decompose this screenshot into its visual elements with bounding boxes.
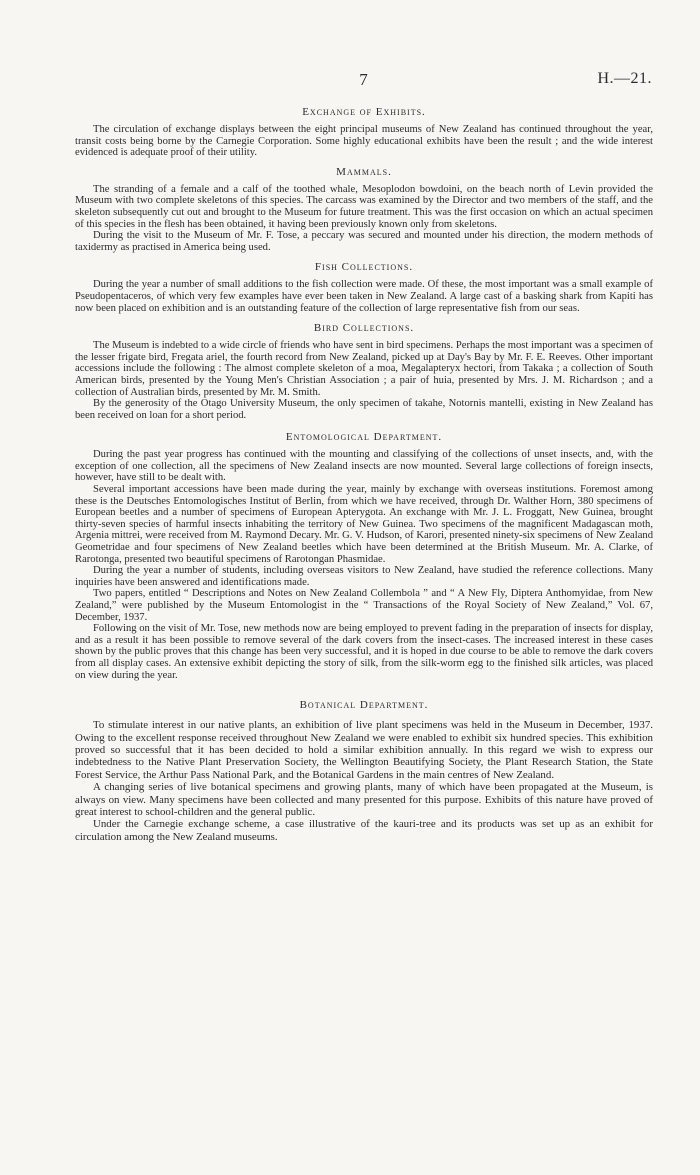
page-number: 7 bbox=[359, 70, 368, 89]
section-mammals bbox=[75, 166, 653, 254]
paragraph: Several important accessions have been made during the year, mainly by exchange with overseas institutions. Foremost among these is the Deutsches Entomologisches Institut of Berlin, from which we have received, through Dr. Walther Horn, 380 specimens of European beetles and a number of specimens of European Apterygota. An exchange with Mr. J. L. Froggatt, New Guinea, brought thirty-seven species of harmful insects inhabiting the territory of New Guinea. Two specimens of the magnificent Madagascan moth, Argenia mittrei, were received from M. Raymond Decary. Mr. G. V. Hudson, of Karori, presented ninety-six specimens of New Zealand Geometridae and four specimens of New Zealand beetles which have been determined at the British Museum. Mr. A. Clarke, of Rarotonga, presented two beautiful specimens of Rarotongan Phasmidae. bbox=[75, 484, 653, 565]
paragraph: The circulation of exchange displays between the eight principal museums of New Zealand has continued throughout the year, transit costs being borne by the Carnegie Corporation. Some highly educational exhibits have been the result ; and the wide interest evidenced is adequate proof of their utility. bbox=[75, 124, 653, 159]
paragraph: A changing series of live botanical specimens and growing plants, many of which have been propagated at the Museum, is always on view. Many specimens have been collected and many presented for this purpose. Exhibits of this nature have proved of great interest to school-children and the general public. bbox=[75, 781, 653, 818]
section-exchange-of-exhibits bbox=[75, 106, 653, 159]
document-reference: H.—21. bbox=[597, 70, 652, 87]
section-heading: Bird Collections. bbox=[313, 322, 415, 335]
section-heading: Exchange of Exhibits. bbox=[302, 106, 426, 118]
page-header bbox=[75, 70, 652, 92]
paragraph: To stimulate interest in our native plants, an exhibition of live plant specimens was held in the Museum in December, 1937. Owing to the excellent response received throughout New Zealand we were enabled to exhibit six hundred species. This exhibition proved so successful that it has been decided to hold a similar exhibition annually. In this regard we wish to express our indebtedness to the Native Plant Preservation Society, the Wellington Beautifying Society, the Plant Research Station, the State Forest Service, the Arthur Pass National Park, and the Botanical Gardens in the main centres of New Zealand. bbox=[75, 719, 653, 781]
paragraph: Two papers, entitled “ Descriptions and Notes on New Zealand Collembola ” and “ A New Fly, Diptera Anthomyidae, from New Zealand,” were published by the Museum Entomologist in the “ Transactions of the Royal Society of New Zealand,” Vol. 67, December, 1937. bbox=[75, 588, 653, 623]
section-heading: Entomological Department. bbox=[285, 431, 443, 444]
section-botanical-department bbox=[75, 699, 653, 843]
section-heading: Botanical Department. bbox=[299, 699, 429, 712]
paragraph: The stranding of a female and a calf of the toothed whale, Mesoplodon bowdoini, on the beach north of Levin provided the Museum with two complete skeletons of this species. The carcass was examined by the Director and two members of the staff, and the skeleton subsequently cut out and brought to the Museum for future treatment. This was the first occasion on which an actual specimen of this species in the flesh has been obtained, it having been previously known only from skeletons. bbox=[75, 183, 653, 230]
paragraph: The Museum is indebted to a wide circle of friends who have sent in bird specimens. Perhaps the most important was a specimen of the lesser frigate bird, Fregata ariel, the fourth record from New Zealand, picked up at Day's Bay by Mr. F. E. Reeves. Other important accessions include the following : The almost complete skeleton of a moa, Megalapteryx hectori, from Takaka ; a collection of South American birds, presented by the Young Men's Christian Association ; a pair of huia, presented by Mrs. J. M. Richardson ; and a collection of Australian birds, presented by Mr. M. Smith. bbox=[75, 340, 653, 398]
paragraph: During the visit to the Museum of Mr. F. Tose, a peccary was secured and mounted under his direction, the modern methods of taxidermy as practised in America being used. bbox=[75, 230, 653, 253]
section-entomological-department bbox=[75, 431, 653, 681]
section-bird-collections bbox=[75, 322, 653, 421]
section-heading: Fish Collections. bbox=[314, 261, 414, 274]
paragraph: Following on the visit of Mr. Tose, new methods now are being employed to prevent fading in the preparation of insects for display, and as a result it has been possible to remove several of the dark covers from the insect-cases. The increased interest in these cases shown by the public proves that this change has been very successful, and it is hoped in due course to be able to remove the dark covers from all display cases. An extensive exhibit depicting the story of silk, from the silk-worm egg to the finished silk articles, was placed on view during the year. bbox=[75, 623, 653, 681]
page-body bbox=[75, 100, 653, 849]
paragraph: By the generosity of the Otago University Museum, the only specimen of takahe, Notornis mantelli, existing in New Zealand has been received on loan for a short period. bbox=[75, 398, 653, 421]
section-fish-collections bbox=[75, 261, 653, 314]
section-heading: Mammals. bbox=[336, 165, 392, 178]
paragraph: During the year a number of small additions to the fish collection were made. Of these, the most important was a small example of Pseudopentaceros, of which very few examples have ever been taken in New Zealand. A large cast of a basking shark from Kapiti has now been placed on exhibition and is an outstanding feature of the collection of large representative fish from our seas. bbox=[75, 279, 653, 314]
paragraph: During the year a number of students, including overseas visitors to New Zealand, have studied the reference collections. Many inquiries have been answered and identifications made. bbox=[75, 565, 653, 588]
paragraph: Under the Carnegie exchange scheme, a case illustrative of the kauri-tree and its products was set up as an exhibit for circulation among the New Zealand museums. bbox=[75, 818, 653, 843]
paragraph: During the past year progress has continued with the mounting and classifying of the collections of unset insects, and, with the exception of one collection, all the specimens of New Zealand insects are now mounted. Several large collections of foreign insects, however, have still to be dealt with. bbox=[75, 449, 653, 484]
